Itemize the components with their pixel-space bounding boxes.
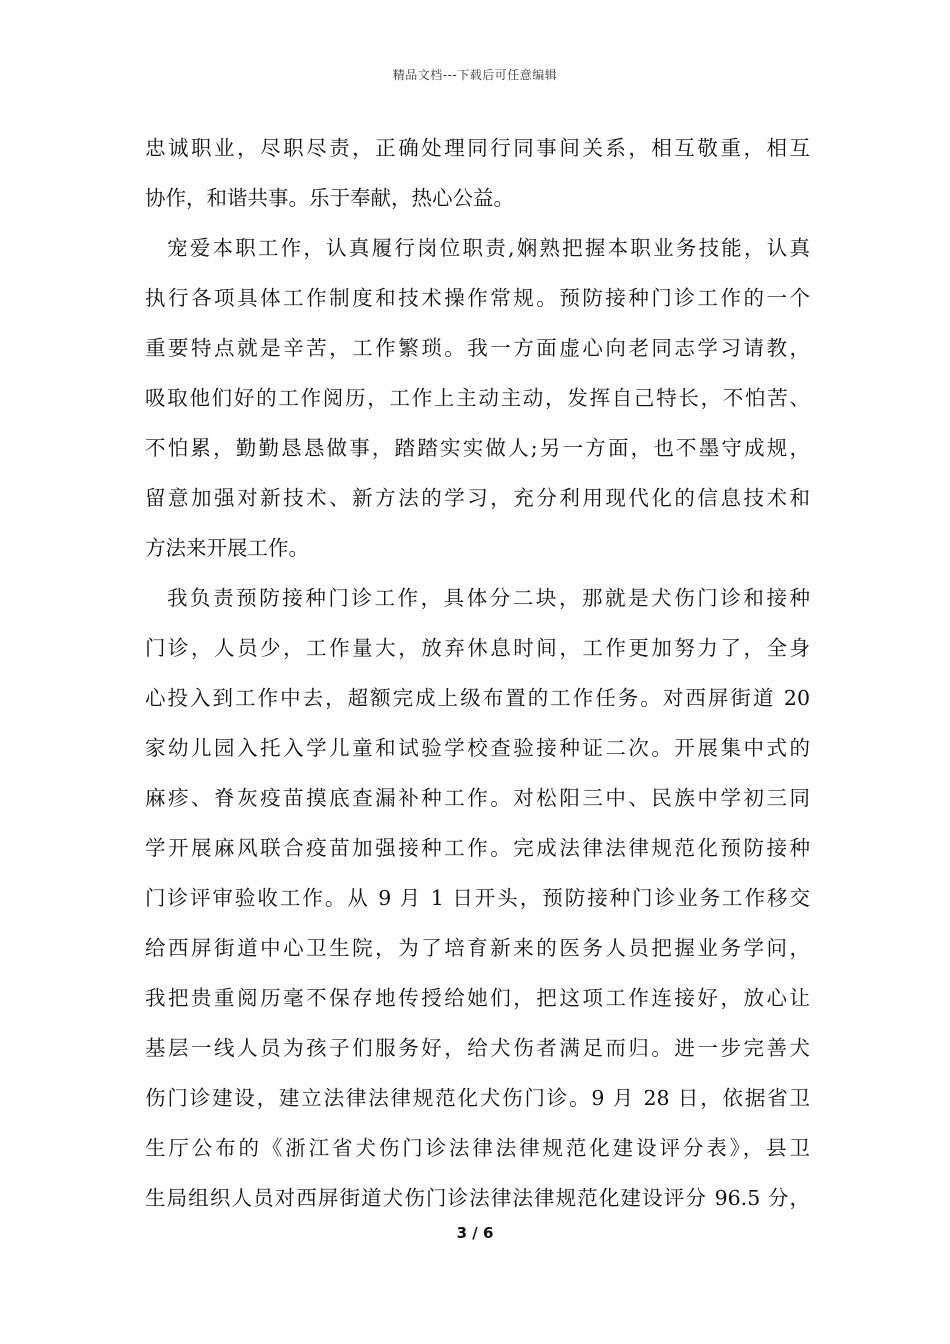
text-line: 重要特点就是辛苦，工作繁琐。我一方面虚心向老同志学习请教，: [145, 336, 810, 360]
text-line: 伤门诊建设，建立法律法律规范化犬伤门诊。9 月 28 日，依据省卫: [145, 1086, 810, 1110]
text-line: 忠诚职业，尽职尽责，正确处理同行同事间关系，相互敬重，相互: [145, 136, 810, 160]
text-line: 执行各项具体工作制度和技术操作常规。预防接种门诊工作的一个: [145, 286, 810, 310]
text-line: 生局组织人员对西屏街道犬伤门诊法律法律规范化建设评分 96.5 分，: [145, 1186, 810, 1210]
text-line: 学开展麻风联合疫苗加强接种工作。完成法律法律规范化预防接种: [145, 836, 810, 860]
text-line: 吸取他们好的工作阅历，工作上主动主动，发挥自己特长，不怕苦、: [145, 386, 810, 410]
text-line: 门诊评审验收工作。从 9 月 1 日开头，预防接种门诊业务工作移交: [145, 886, 810, 910]
page-number: 3 / 6: [456, 1224, 494, 1242]
text-line: 不怕累，勤勤恳恳做事，踏踏实实做人;另一方面，也不墨守成规，: [145, 436, 810, 460]
paragraph: [145, 578, 810, 1228]
paragraph: [145, 128, 810, 228]
document-body: [145, 128, 810, 1228]
text-line: 麻疹、脊灰疫苗摸底查漏补种工作。对松阳三中、民族中学初三同: [145, 786, 810, 810]
text-line: 生厅公布的《浙江省犬伤门诊法律法律规范化建设评分表》，县卫: [145, 1136, 810, 1160]
text-line: 心投入到工作中去，超额完成上级布置的工作任务。对西屏街道 20: [145, 686, 810, 710]
text-line: 门诊，人员少，工作量大，放弃休息时间，工作更加努力了，全身: [145, 636, 810, 660]
text-line: 我负责预防接种门诊工作，具体分二块，那就是犬伤门诊和接种: [167, 586, 810, 610]
text-line: 宠爱本职工作，认真履行岗位职责,娴熟把握本职业务技能，认真: [167, 236, 810, 260]
text-line: 留意加强对新技术、新方法的学习，充分利用现代化的信息技术和: [145, 486, 810, 510]
text-line: 基层一线人员为孩子们服务好，给犬伤者满足而归。进一步完善犬: [145, 1036, 810, 1060]
text-line: 给西屏街道中心卫生院，为了培育新来的医务人员把握业务学问，: [145, 936, 810, 960]
text-line: 我把贵重阅历毫不保存地传授给她们，把这项工作连接好，放心让: [145, 986, 810, 1010]
text-line: 协作，和谐共事。乐于奉献，热心公益。: [145, 186, 514, 210]
paragraph: [145, 228, 810, 578]
page-header: 精品文档---下载后可任意编辑: [392, 68, 558, 82]
text-line: 家幼儿园入托入学儿童和试验学校查验接种证二次。开展集中式的: [145, 736, 810, 760]
text-line: 方法来开展工作。: [145, 536, 309, 560]
